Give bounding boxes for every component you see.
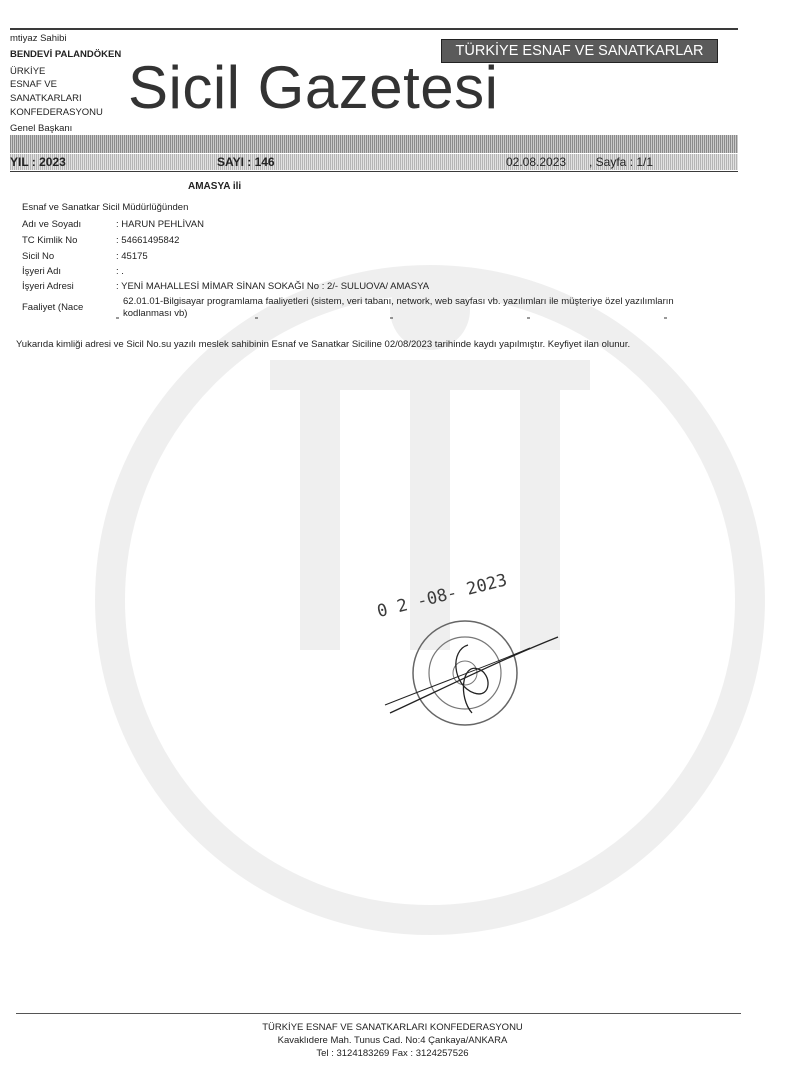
footer-org: TÜRKİYE ESNAF VE SANATKARLARI KONFEDERASYONU (262, 1022, 523, 1033)
issue-bar (10, 154, 738, 170)
sponsor-org-3: SANATKARLARI (10, 93, 82, 104)
dash-marks (114, 312, 674, 322)
page-title: Sicil Gazetesi (128, 54, 499, 121)
top-rule (10, 28, 738, 30)
activity-line-2: kodlanması vb) (123, 308, 188, 319)
issue-year: YIL : 2023 (10, 155, 66, 169)
province: AMASYA ili (188, 181, 242, 192)
workplace-value: : . (116, 266, 124, 277)
sponsor-org-2: ESNAF VE (10, 79, 57, 90)
name-value: : HARUN PEHLİVAN (116, 219, 204, 230)
tc-label: TC Kimlik No (22, 235, 78, 246)
sponsor-role: Genel Başkanı (10, 123, 73, 134)
issue-rule (10, 171, 738, 172)
official-seal (380, 585, 580, 755)
issue-page: , Sayfa : 1/1 (589, 155, 654, 169)
sponsor-title: mtiyaz Sahibi (10, 33, 67, 44)
activity-line-1: 62.01.01-Bilgisayar programlama faaliyetleri (sistem, veri tabanı, network, web sayfası vb. yazılımları ile müşteriye özel yazılımların (123, 296, 674, 307)
sicil-value: : 45175 (116, 251, 148, 262)
footer-rule (16, 1013, 741, 1014)
sponsor-org-4: KONFEDERASYONU (10, 107, 103, 118)
sponsor-org-1: ÜRKİYE (10, 66, 46, 77)
workplace-label: İşyeri Adı (22, 266, 62, 277)
address-label: İşyeri Adresi (22, 281, 74, 292)
sponsor-name: BENDEVİ PALANDÖKEN (10, 49, 122, 60)
issue-date: 02.08.2023 (506, 155, 567, 169)
footer-address: Kavaklıdere Mah. Tunus Cad. No:4 Çankaya/ANKARA (277, 1035, 508, 1046)
date-stamp: 0 2 -08- 2023 (375, 570, 510, 622)
footer-contact: Tel : 3124183269 Fax : 3124257526 (316, 1048, 469, 1059)
issue-number: SAYI : 146 (217, 155, 275, 169)
name-label: Adı ve Soyadı (22, 219, 82, 230)
header-band (10, 135, 738, 153)
banner: TÜRKİYE ESNAF VE SANATKARLAR (441, 39, 718, 63)
registration-note: Yukarıda kimliği adresi ve Sicil No.su yazılı meslek sahibinin Esnaf ve Sanatkar Siciline 02/08/2023 tarihinde kaydı yapılmıştır. Keyfiyet ilan olunur. (16, 339, 631, 350)
tc-value: : 54661495842 (116, 235, 180, 246)
directorate: Esnaf ve Sanatkar Sicil Müdürlüğünden (22, 202, 189, 213)
address-value: : YENİ MAHALLESİ MİMAR SİNAN SOKAĞI No : 2/- SULUOVA/ AMASYA (116, 281, 430, 292)
activity-label: Faaliyet (Nace (22, 302, 84, 313)
sicil-label: Sicil No (22, 251, 55, 262)
